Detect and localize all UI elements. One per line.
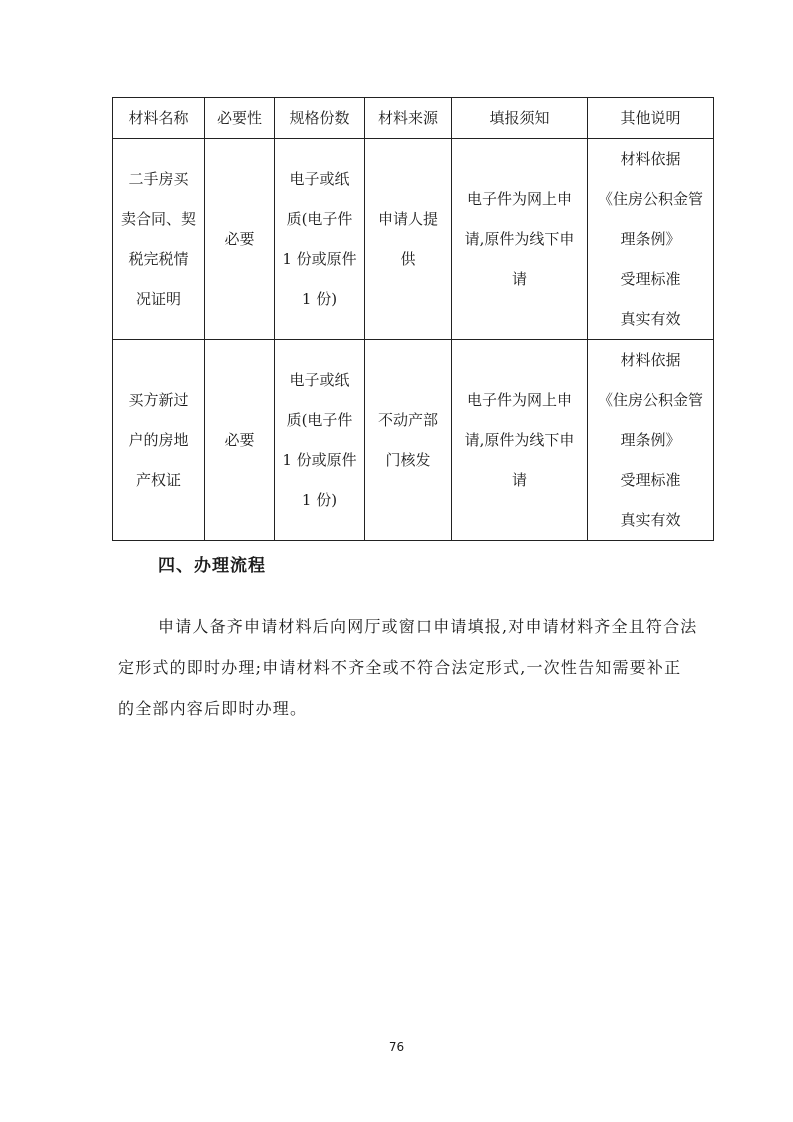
cell-text: 申请人提 供 [377,210,438,268]
cell-text: 电子件为网上申 请,原件为线下申 请 [464,391,575,489]
table-row [113,340,714,541]
cell-material-source [365,139,452,340]
header-filing-notice: 填报须知 [452,98,588,139]
cell-spec-count [275,340,365,541]
cell-text: 电子或纸 质(电子件 1 份或原件 1 份) [282,170,357,308]
cell-text: 材料依据 《住房公积金管 理条例》 受理标准 真实有效 [597,351,703,529]
cell-other-notes [588,139,714,340]
cell-spec-count [275,139,365,340]
cell-necessity [205,340,275,541]
cell-text: 必要 [224,230,255,248]
cell-filing-notice [452,340,588,541]
page-number: 76 [388,1040,405,1054]
header-material-name: 材料名称 [113,98,205,139]
header-other-notes: 其他说明 [588,98,714,139]
cell-text: 二手房买 卖合同、契 税完税情 况证明 [120,170,196,308]
cell-filing-notice [452,139,588,340]
cell-material-name [113,340,205,541]
process-paragraph: 申请人备齐申请材料后向网厅或窗口申请填报,对申请材料齐全且符合法定形式的即时办理;申请材料不齐全或不符合法定形式,一次性告知需要补正的全部内容后即时办理。 [118,617,698,718]
cell-text: 材料依据 《住房公积金管 理条例》 受理标准 真实有效 [597,150,703,328]
cell-text: 必要 [224,431,255,449]
table-row [113,139,714,340]
cell-necessity [205,139,275,340]
cell-text: 电子或纸 质(电子件 1 份或原件 1 份) [282,371,357,509]
cell-text: 电子件为网上申 请,原件为线下申 请 [464,190,575,288]
header-necessity: 必要性 [205,98,275,139]
section-heading: 四、办理流程 [158,556,266,576]
table-header-row [113,98,714,139]
header-spec-count: 规格份数 [275,98,365,139]
cell-material-source [365,340,452,541]
cell-text: 买方新过 户的房地 产权证 [128,391,189,489]
cell-other-notes [588,340,714,541]
cell-text: 不动产部 门核发 [377,411,438,469]
cell-material-name [113,139,205,340]
materials-table [112,97,714,541]
header-material-source: 材料来源 [365,98,452,139]
